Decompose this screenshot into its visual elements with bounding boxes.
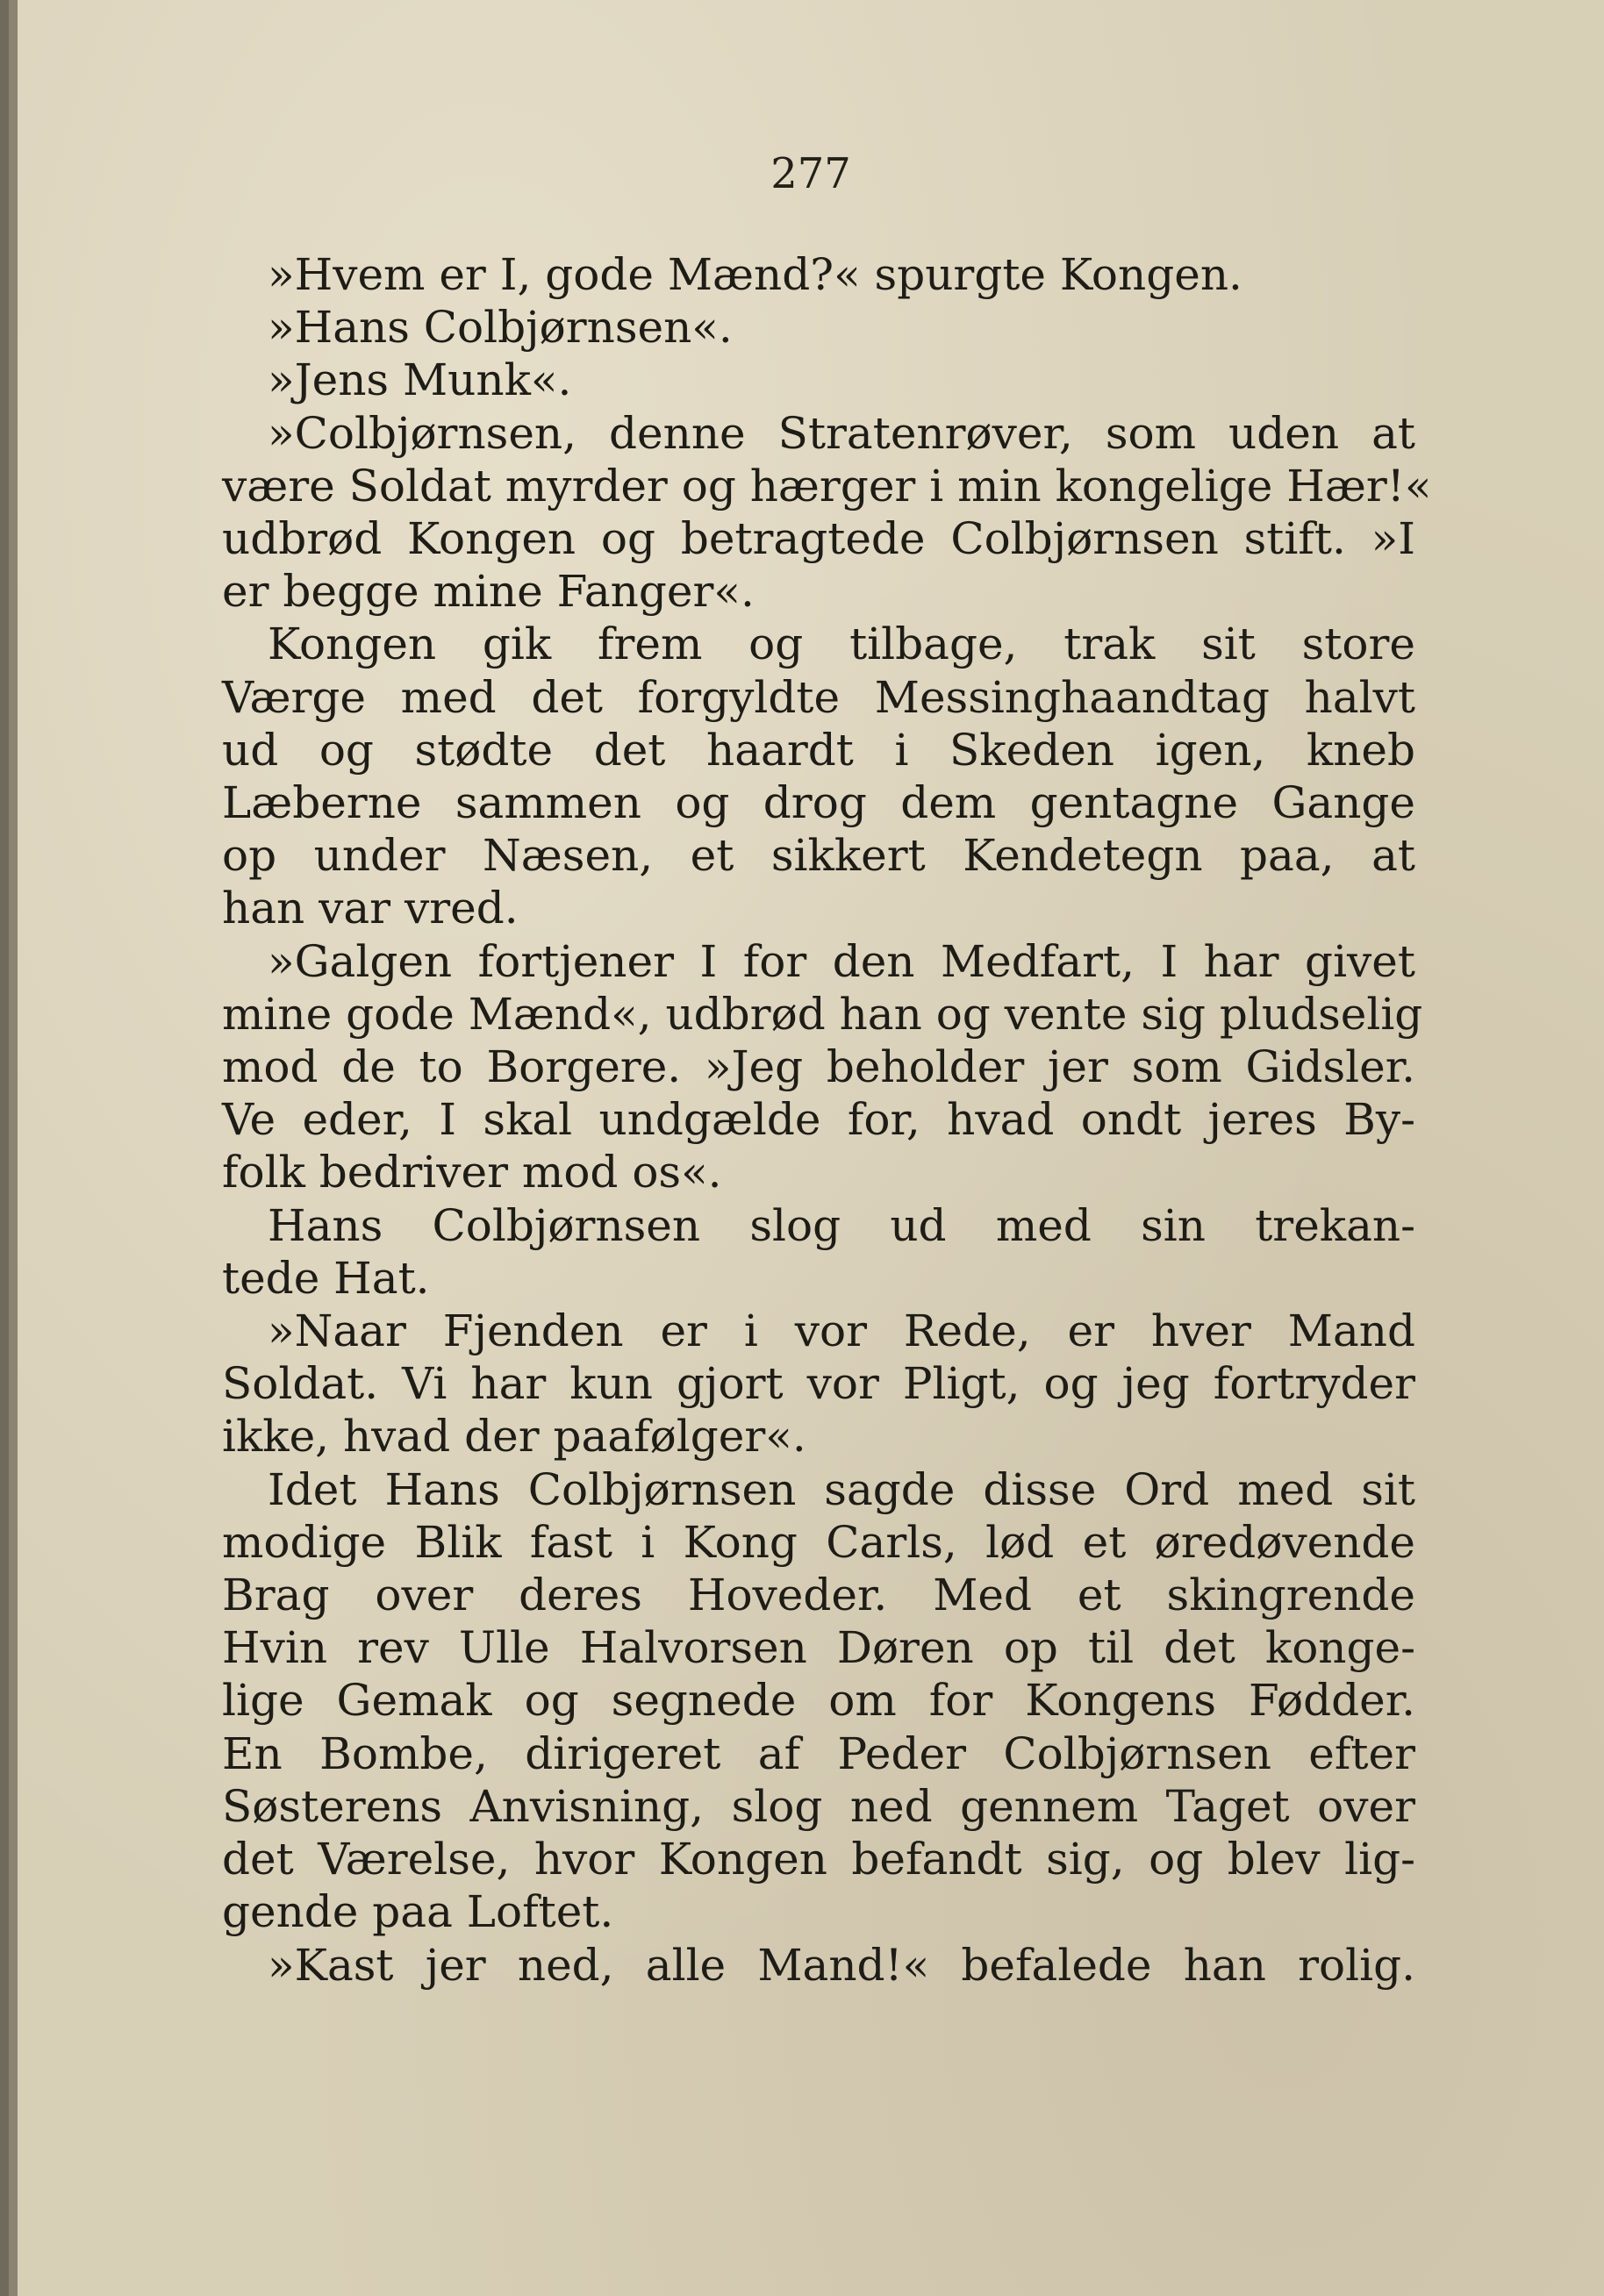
text-line: han var vred.	[222, 883, 519, 934]
text-line: op under Næsen, et sikkert Kendetegn paa, at	[222, 830, 1415, 882]
text-line: modige Blik fast i Kong Carls, lød et øredøvende	[222, 1516, 1415, 1568]
text-line: »Hvem er I, gode Mænd?« spurgte Kongen.	[268, 249, 1242, 300]
text-line: Hans Colbjørnsen slog ud med sin trekan-	[268, 1199, 1415, 1251]
text-line: »Galgen fortjener I for den Medfart, I har givet	[268, 935, 1415, 987]
text-line: Hvin rev Ulle Halvorsen Døren op til det konge-	[222, 1622, 1415, 1674]
text-line: folk bedriver mod os«.	[222, 1147, 722, 1198]
text-line: »Colbjørnsen, denne Stratenrøver, som uden at	[268, 407, 1415, 459]
page-number: 277	[770, 149, 851, 198]
text-line: Idet Hans Colbjørnsen sagde disse Ord med sit	[268, 1463, 1415, 1515]
text-line: ud og stødte det haardt i Skeden igen, kneb	[222, 724, 1415, 776]
text-line: Læberne sammen og drog dem gentagne Gange	[222, 777, 1415, 829]
text-line: Kongen gik frem og tilbage, trak sit store	[268, 619, 1415, 670]
text-line: udbrød Kongen og betragtede Colbjørnsen stift. »I	[222, 513, 1415, 565]
text-line: »Jens Munk«.	[268, 354, 572, 406]
text-line: lige Gemak og segnede om for Kongens Fødder.	[222, 1675, 1415, 1727]
text-line: En Bombe, dirigeret af Peder Colbjørnsen efter	[222, 1727, 1415, 1779]
body-text	[222, 248, 1432, 1992]
text-line: Værge med det forgyldte Messinghaandtag halvt	[222, 671, 1415, 723]
page-edge	[9, 0, 18, 2296]
text-line: ikke, hvad der paafølger«.	[222, 1411, 806, 1463]
book-page	[9, 0, 1604, 2296]
text-line: det Værelse, hvor Kongen befandt sig, og blev lig-	[222, 1834, 1415, 1885]
text-line: tede Hat.	[222, 1252, 430, 1304]
text-line: Brag over deres Hoveder. Med et skingrende	[222, 1570, 1415, 1621]
text-line: Ve eder, I skal undgælde for, hvad ondt jeres By-	[222, 1094, 1415, 1146]
text-line: Søsterens Anvisning, slog ned gennem Taget over	[222, 1780, 1415, 1832]
text-line: gende paa Loftet.	[222, 1886, 614, 1938]
text-line: er begge mine Fanger«.	[222, 566, 755, 618]
text-line: mine gode Mænd«, udbrød han og vente sig pludselig	[222, 988, 1423, 1040]
text-line: »Hans Colbjørnsen«.	[268, 302, 733, 354]
text-line: mod de to Borgere. »Jeg beholder jer som Gidsler.	[222, 1041, 1415, 1093]
text-line: »Kast jer ned, alle Mand!« befalede han rolig.	[268, 1939, 1415, 1991]
text-line: »Naar Fjenden er i vor Rede, er hver Mand	[268, 1305, 1415, 1357]
text-line: Soldat. Vi har kun gjort vor Pligt, og jeg fortryder	[222, 1358, 1415, 1410]
text-line: være Soldat myrder og hærger i min kongelige Hær!«	[222, 460, 1432, 511]
